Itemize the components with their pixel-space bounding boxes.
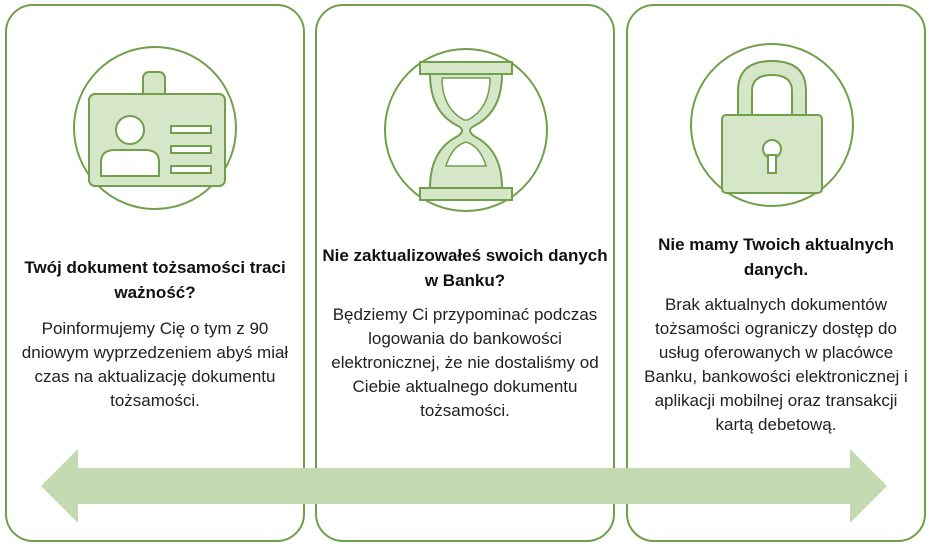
card-body: Będziemy Ci przypominać podczas logowania do bankowości elektronicznej, że nie dostaliśmy od Ciebie aktualnego dokumentu tożsamości. — [331, 305, 599, 420]
card-body: Brak aktualnych dokumentów tożsamości ograniczy dostęp do usług oferowanych w placówce Banku, bankowości elektronicznej i aplikacji mobilnej oraz transakcji kartą debetową. — [644, 295, 908, 434]
icon-circle — [690, 43, 854, 207]
card-title: Nie mamy Twoich aktualnych danych. — [658, 235, 894, 279]
card-no-current-data — [626, 4, 926, 542]
card-title: Twój dokument tożsamości traci ważność? — [24, 258, 286, 302]
card-data-not-updated — [315, 4, 615, 542]
hourglass-icon — [386, 50, 546, 210]
id-card-icon — [75, 48, 235, 208]
card-title: Nie zaktualizowałeś swoich danych w Banku? — [322, 246, 608, 290]
padlock-icon — [692, 45, 852, 205]
icon-circle — [384, 48, 548, 212]
card-document-expiring — [5, 4, 305, 542]
icon-circle — [73, 46, 237, 210]
card-body: Poinformujemy Cię o tym z 90 dniowym wyprzedzeniem abyś miał czas na aktualizację dokumentu tożsamości. — [21, 319, 289, 410]
